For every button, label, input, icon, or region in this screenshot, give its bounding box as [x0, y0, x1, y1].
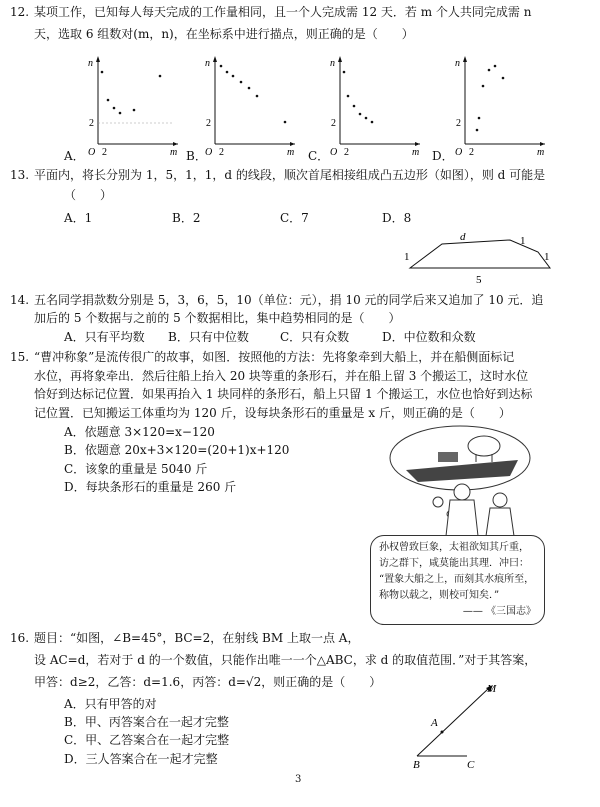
q16-option-d: D．三人答案合在一起才完整	[64, 752, 218, 766]
svg-text:2: 2	[456, 118, 461, 129]
q15-line2: 水位，再将象牵出．然后往船上抬入 20 块等重的条形石，并在船上留 3 个搬运工，这时水位	[34, 369, 529, 383]
q14-number: 14.	[10, 293, 30, 307]
q12-graph-a	[88, 52, 178, 158]
q16-option-a: A．只有甲答的对	[64, 697, 157, 711]
page-number: 3	[295, 774, 302, 785]
axis-m-label: m	[170, 147, 178, 158]
svg-text:2: 2	[469, 147, 474, 158]
point-c-label: C	[467, 759, 475, 771]
svg-text:2: 2	[206, 118, 211, 129]
svg-text:n: n	[330, 58, 335, 69]
q16-line2: 设 AC=d，若对于 d 的一个数值，只能作出唯一一个△ABC，求 d 的取值范围．”对于其答案，	[34, 653, 537, 667]
q13-number: 13.	[10, 168, 30, 182]
q15-line3: 恰好到达标记位置．如果再抬入 1 块同样的条形石，船上只留 1 个搬运工，水位也恰好到达标	[34, 387, 533, 401]
side-left-label: 1	[404, 251, 410, 263]
svg-text:m: m	[412, 147, 420, 158]
q13-option-c: C．7	[280, 211, 309, 225]
tick-y-2: 2	[89, 118, 94, 129]
q14-option-d: D．中位数和众数	[382, 330, 476, 344]
q14-line2: 加后的 5 个数据与之前的 5 个数据相比，集中趋势相同的是（ ）	[34, 311, 401, 325]
q14-option-c: C．只有众数	[280, 330, 350, 344]
svg-text:O: O	[205, 147, 213, 158]
q12-line2: 天，选取 6 组数对(m，n)，在坐标系中进行描点，则正确的是（ ）	[34, 27, 414, 41]
q15-line1: “曹冲称象”是流传很广的故事，如图．按照他的方法：先将象牵到大船上，并在船侧面标记	[34, 350, 515, 364]
svg-text:m: m	[537, 147, 545, 158]
svg-text:m: m	[287, 147, 295, 158]
side-d-label: d	[460, 231, 466, 243]
q16-line1: 题目：“如图，∠B=45°，BC=2，在射线 BM 上取一点 A，	[34, 631, 360, 645]
q14-option-a: A．只有平均数	[64, 330, 145, 344]
point-m-label: M	[487, 683, 497, 695]
q12-number: 12.	[10, 5, 30, 19]
svg-text:2: 2	[331, 118, 336, 129]
quote-source: —— 《三国志》	[462, 606, 536, 617]
sanguozhi-quote-box	[370, 535, 545, 625]
q16-angle-figure	[405, 682, 515, 770]
side-right-label: 1	[544, 251, 550, 263]
point-a-label: A	[431, 717, 438, 729]
q15-option-a: A．依题意 3×120=x−120	[64, 425, 215, 439]
q13-option-b: B．2	[172, 211, 201, 225]
q12-line1: 某项工作，已知每人每天完成的工作量相同，且一个人完成需 12 天．若 m 个人共同完成需 n	[34, 5, 532, 19]
q16-option-b: B．甲、丙答案合在一起才完整	[64, 715, 229, 729]
q12-option-a: A．	[64, 149, 85, 163]
q12-option-c: C．	[308, 149, 330, 163]
q14-option-b: B．只有中位数	[168, 330, 249, 344]
svg-text:n: n	[455, 58, 460, 69]
side-bottom-label: 5	[476, 274, 482, 286]
figures-illustration	[438, 478, 528, 538]
quote-line: 孙权曾致巨象，太祖欲知其斤重，	[379, 542, 529, 553]
q15-option-d: D．每块条形石的重量是 260 斤	[64, 480, 237, 494]
q12-option-b: B．	[186, 149, 207, 163]
q15-number: 15.	[10, 350, 30, 364]
quote-line: 访之群下，咸莫能出其理．冲曰：	[379, 558, 529, 569]
svg-text:n: n	[205, 58, 210, 69]
q13-option-d: D．8	[382, 211, 412, 225]
q16-option-c: C．甲、乙答案合在一起才完整	[64, 733, 230, 747]
q13-line2: （ ）	[64, 188, 113, 202]
q13-option-a: A．1	[64, 211, 93, 225]
svg-text:O: O	[330, 147, 338, 158]
svg-text:2: 2	[219, 147, 224, 158]
q12-graph-d	[455, 52, 545, 158]
side-top-right-label: 1	[520, 235, 526, 247]
q16-number: 16.	[10, 631, 30, 645]
q12-graph-b	[205, 52, 295, 158]
point-b-label: B	[413, 759, 420, 771]
axis-n-label: n	[88, 58, 93, 69]
q13-line1: 平面内，将长分别为 1，5，1，1，d 的线段，顺次首尾相接组成凸五边形（如图），则 d 可能是	[34, 168, 546, 182]
q15-line4: 记位置．已知搬运工体重均为 120 斤，设每块条形石的重量是 x 斤，则正确的是（ ）	[34, 406, 511, 420]
q16-line3: 甲答：d≥2，乙答：d=1.6，丙答：d=√2，则正确的是（ ）	[34, 675, 382, 689]
q12-graph-c	[330, 52, 420, 158]
tick-x-2: 2	[102, 147, 107, 158]
origin-label: O	[88, 147, 96, 158]
q14-line1: 五名同学捐款数分别是 5，3，6，5，10（单位：元），捐 10 元的同学后来又追加了 10 元．追	[34, 293, 544, 307]
quote-line: “置象大船之上，而刻其水痕所至，	[379, 574, 535, 585]
q15-option-c: C．该象的重量是 5040 斤	[64, 462, 208, 476]
q12-option-d: D．	[432, 149, 454, 163]
svg-text:O: O	[455, 147, 463, 158]
q15-option-b: B．依题意 20x+3×120=(20+1)x+120	[64, 443, 290, 457]
svg-text:2: 2	[344, 147, 349, 158]
q13-pentagon-figure	[400, 226, 560, 288]
quote-line: 称物以载之，则校可知矣．”	[379, 590, 500, 601]
